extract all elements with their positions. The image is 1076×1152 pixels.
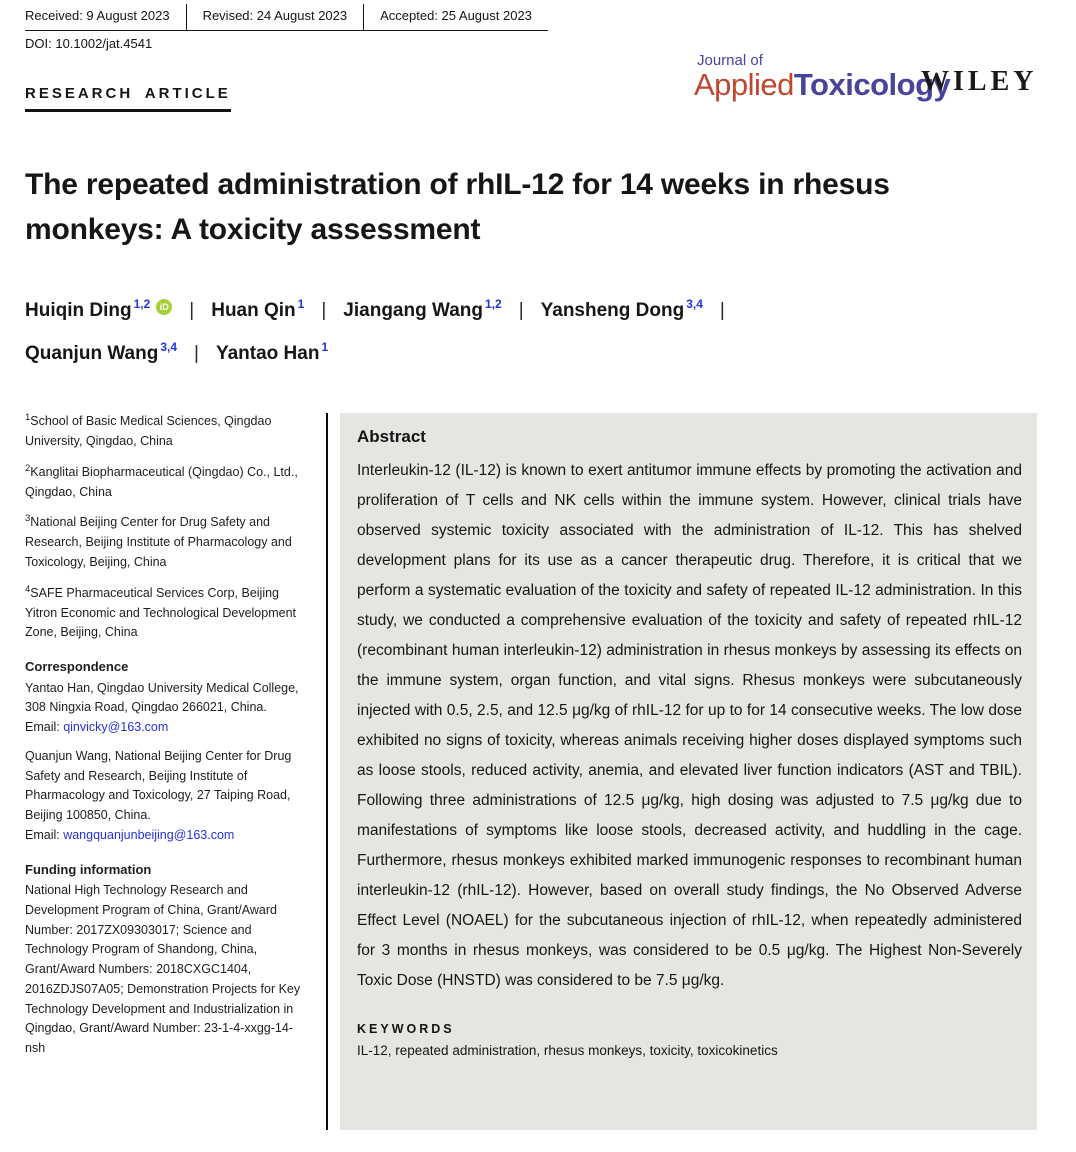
affiliation-superscript: 1 (25, 412, 31, 423)
orcid-icon[interactable]: iD (156, 299, 172, 315)
left-sidebar (25, 410, 313, 1068)
author-name: Jiangang Wang $^{1,2}$ (343, 297, 502, 321)
journal-name (694, 69, 950, 100)
email-line (25, 718, 313, 738)
received-revised-accepted-bar (25, 4, 548, 31)
journal-kicker: Journal of (697, 52, 763, 69)
doi: DOI: 10.1002/jat.4541 (25, 36, 153, 51)
author-affiliation-superscript: 3,4 (160, 339, 178, 354)
keywords-heading: KEYWORDS (357, 1022, 455, 1036)
author-name: Huiqin Ding $^{1,2}$ iD (25, 300, 172, 321)
accepted-date: Accepted: 25 August 2023 (363, 4, 548, 31)
author-separator: | (518, 300, 524, 321)
author-name: Yantao Han $^1$ (215, 339, 329, 364)
email-label: Email: (25, 827, 64, 842)
affiliation-item: $^3$National Beijing Center for Drug Safety and Research, Beijing Institute of Pharmacology and Toxicology, Beijing, China (25, 513, 292, 569)
revised-date: Revised: 24 August 2023 (186, 4, 364, 31)
received-date: Received: 9 August 2023 (25, 4, 186, 31)
correspondence-address: Quanjun Wang, National Beijing Center for Drug Safety and Research, Beijing Institute of Pharmacology and Toxicology, 27 Taiping Road, Beijing 100850, China. (25, 748, 292, 823)
correspondence-heading: Correspondence (25, 659, 129, 675)
affiliation-item: $^2$Kanglitai Biopharmaceutical (Qingdao) Co., Ltd., Qingdao, China (25, 462, 298, 499)
author-name: Quanjun Wang $^{3,4}$ (25, 339, 178, 364)
article-type-label: RESEARCH ARTICLE (25, 85, 231, 112)
author-affiliation-superscript: 1,2 (133, 297, 151, 311)
author-name: Huan Qin $^1$ (211, 297, 305, 321)
author-list (25, 290, 985, 376)
author-separator: | (194, 342, 199, 364)
column-divider (326, 413, 328, 1130)
funding-heading: Funding information (25, 861, 152, 877)
author-affiliation-superscript: 1,2 (485, 297, 502, 311)
email-line (25, 826, 313, 846)
abstract-box (340, 413, 1037, 1130)
affiliation-list (25, 410, 313, 643)
funding-text: National High Technology Research and Development Program of China, Grant/Award Number: 2017ZX09303017; Science and Technology Program of Shandong, China, Grant/Award Numbers: 2018CXGC1404, 2016ZDJS07A05; Demonstration Projects for Key Technology Development and Industrialization in Qingdao, Grant/Award Number: 23-1-4-xxgg-14-nsh (25, 883, 301, 1056)
author-name: Yansheng Dong $^{3,4}$ (540, 297, 703, 321)
affiliation-item: $^4$SAFE Pharmaceutical Services Corp, Beijing Yitron Economic and Technological Development Zone, Beijing, China (25, 583, 296, 640)
journal-name-applied: Applied (694, 67, 794, 102)
article-title: The repeated administration of rhIL-12 for 14 weeks in rhesus monkeys: A toxicity assessment (25, 168, 890, 246)
author-affiliation-superscript: 3,4 (686, 297, 703, 311)
journal-logo (694, 53, 950, 100)
author-affiliation-superscript: 1 (321, 339, 329, 354)
correspondence-address: Yantao Han, Qingdao University Medical College, 308 Ningxia Road, Qingdao 266021, China. (25, 680, 299, 715)
affiliation-superscript: 4 (25, 583, 31, 595)
affiliation-superscript: 3 (25, 513, 31, 525)
author-separator: | (719, 300, 725, 321)
email-link[interactable]: qinvicky@163.com (63, 720, 169, 735)
abstract-text: Interleukin-12 (IL-12) is known to exert antitumor immune effects by promoting the activation and proliferation of T cells and NK cells within the immune system. However, clinical trials have observed systemic toxicity associated with the administration of IL-12. This has shelved development plans for its use as a cancer therapeutic drug. Therefore, it is critical that we perform a systematic evaluation of the toxicity and safety of repeated IL-12 administration. In this study, we conducted a comprehensive evaluation of the toxicity and safety of repeated rhIL-12 (recombinant human interleukin-12) administration in rhesus monkeys by assessing its effects on the immune system, organ function, and vital signs. Rhesus monkeys were subcutaneously injected with 0.5, 2.5, and 12.5 μg/kg of rhIL-12 for up to for 14 consecutive weeks. The low dose exhibited no signs of toxicity, whereas animals receiving higher doses displayed symptoms such as loose stools, reduced activity, anemia, and elevated liver function indicators (AST and TBIL). Following three administrations of 12.5 μg/kg, high dosing was adjusted to 7.5 μg/kg due to manifestations of symptoms like loose stools, decreased activity, and huddling in the cage. Furthermore, rhesus monkeys exhibited marked immunogenic responses to recombinant human interleukin-12 (rhIL-12). However, based on overall study findings, the No Observed Adverse Effect Level (NOAEL) for the subcutaneous injection of rhIL-12, when repeatedly administered for 3 months in rhesus monkeys, was considered to be 0.5 μg/kg. The Highest Non-Severely Toxic Dose (HNSTD) was considered to be 7.5 μg/kg. (357, 462, 1022, 989)
affiliation-superscript: 2 (25, 462, 31, 474)
author-separator: | (189, 300, 195, 321)
correspondence-list (25, 679, 313, 846)
correspondence-entry (25, 679, 313, 738)
email-link[interactable]: wangquanjunbeijing@163.com (63, 827, 235, 842)
affiliation-item: $^1$School of Basic Medical Sciences, Qingdao University, Qingdao, China (25, 412, 272, 448)
author-separator: | (321, 300, 327, 321)
wiley-logo: WILEY (921, 66, 1038, 97)
correspondence-entry (25, 747, 313, 846)
author-affiliation-superscript: 1 (297, 297, 305, 311)
abstract-heading: Abstract (357, 427, 426, 446)
keywords-text: IL-12, repeated administration, rhesus monkeys, toxicity, toxicokinetics (357, 1043, 778, 1058)
email-label: Email: (25, 720, 64, 735)
journal-name-toxicology: Toxicology (793, 67, 951, 102)
